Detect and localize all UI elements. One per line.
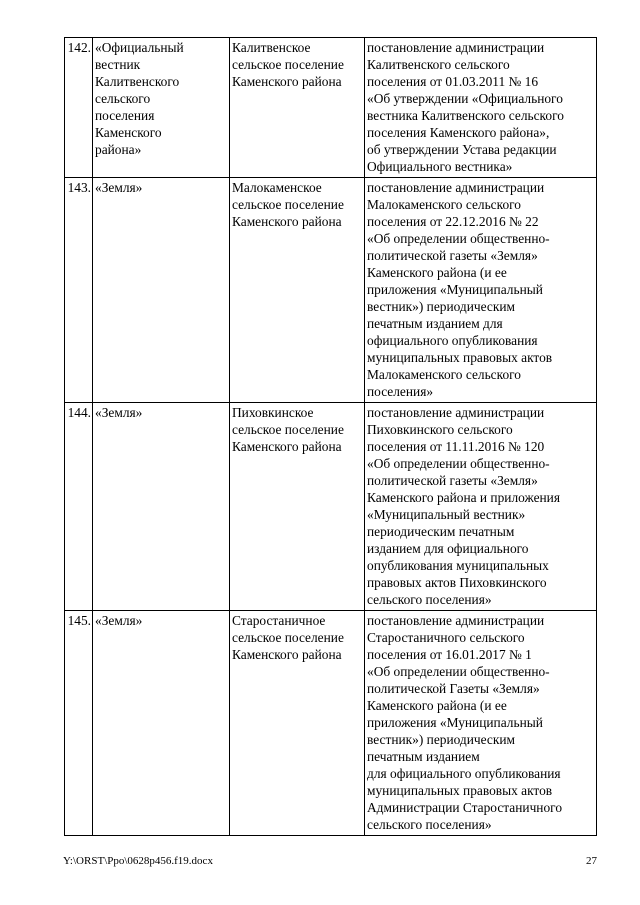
- legal-act-line: политической газеты «Земля»: [367, 248, 538, 263]
- legal-act-line: Калитвенского сельского: [367, 57, 510, 72]
- legal-act-line: Старостаничного сельского: [367, 630, 525, 645]
- table-row: [65, 178, 597, 403]
- settlement-line: Пиховкинское: [232, 405, 314, 420]
- legal-act-line: «Об определении общественно-: [367, 664, 550, 679]
- legal-act-line: официального опубликования: [367, 333, 538, 348]
- legal-act-line: правовых актов Пиховкинского: [367, 575, 547, 590]
- legal-act-line: «Об определении общественно-: [367, 231, 550, 246]
- row-number: 145.: [65, 611, 93, 836]
- legal-act-cell: [365, 178, 597, 403]
- publication-name-line: сельского: [95, 91, 151, 106]
- legal-act-line: вестника Калитвенского сельского: [367, 108, 564, 123]
- legal-act-line: Пиховкинского сельского: [367, 422, 513, 437]
- table-row: [65, 611, 597, 836]
- settlement-line: Каменского района: [232, 647, 342, 662]
- settlement-line: сельское поселение: [232, 57, 344, 72]
- legal-act-line: вестник») периодическим: [367, 299, 516, 314]
- publication-name-cell: [93, 403, 230, 611]
- legal-act-line: Администрации Старостаничного: [367, 800, 563, 815]
- settlement-cell: [230, 178, 365, 403]
- registry-table: [64, 37, 597, 836]
- publication-name-line: вестник: [95, 57, 141, 72]
- settlement-line: Каменского района: [232, 74, 342, 89]
- footer-page-number: 27: [586, 855, 597, 867]
- legal-act-line: вестник») периодическим: [367, 732, 516, 747]
- publication-name-line: «Земля»: [95, 613, 143, 628]
- legal-act-line: Малокаменского сельского: [367, 367, 521, 382]
- legal-act-line: поселения от 22.12.2016 № 22: [367, 214, 539, 229]
- settlement-cell: [230, 403, 365, 611]
- publication-name-cell: [93, 178, 230, 403]
- legal-act-line: приложения «Муниципальный: [367, 715, 543, 730]
- settlement-cell: [230, 611, 365, 836]
- legal-act-line: постановление администрации: [367, 613, 545, 628]
- legal-act-line: «Муниципальный вестник»: [367, 507, 526, 522]
- legal-act-line: муниципальных правовых актов: [367, 350, 553, 365]
- table-row: [65, 38, 597, 178]
- legal-act-line: печатным изданием: [367, 749, 480, 764]
- legal-act-line: поселения от 01.03.2011 № 16: [367, 74, 539, 89]
- footer-file-path: Y:\ORST\Ppo\0628p456.f19.docx: [63, 855, 213, 867]
- legal-act-line: постановление администрации: [367, 40, 545, 55]
- legal-act-line: для официального опубликования: [367, 766, 561, 781]
- legal-act-line: изданием для официального: [367, 541, 529, 556]
- publication-name-line: «Земля»: [95, 180, 143, 195]
- publication-name-cell: [93, 38, 230, 178]
- settlement-line: Старостаничное: [232, 613, 326, 628]
- legal-act-line: «Об определении общественно-: [367, 456, 550, 471]
- legal-act-line: поселения от 16.01.2017 № 1: [367, 647, 532, 662]
- settlement-line: сельское поселение: [232, 422, 344, 437]
- publication-name-line: «Земля»: [95, 405, 143, 420]
- legal-act-line: муниципальных правовых актов: [367, 783, 553, 798]
- settlement-line: Каменского района: [232, 439, 342, 454]
- legal-act-line: постановление администрации: [367, 405, 545, 420]
- legal-act-line: поселения Каменского района»,: [367, 125, 550, 140]
- registry-table-body: [65, 38, 597, 836]
- row-number: 143.: [65, 178, 93, 403]
- legal-act-cell: [365, 403, 597, 611]
- legal-act-line: Каменского района (и ее: [367, 265, 507, 280]
- row-number: 144.: [65, 403, 93, 611]
- settlement-line: сельское поселение: [232, 630, 344, 645]
- publication-name-line: Калитвенского: [95, 74, 180, 89]
- legal-act-line: постановление администрации: [367, 180, 545, 195]
- publication-name-line: «Официальный: [95, 40, 184, 55]
- legal-act-line: печатным изданием для: [367, 316, 503, 331]
- legal-act-line: политической газеты «Земля»: [367, 473, 538, 488]
- legal-act-line: «Об утверждении «Официального: [367, 91, 563, 106]
- row-number: 142.: [65, 38, 93, 178]
- legal-act-line: периодическим печатным: [367, 524, 515, 539]
- publication-name-line: района»: [95, 142, 142, 157]
- legal-act-line: поселения»: [367, 384, 434, 399]
- legal-act-line: Малокаменского сельского: [367, 197, 521, 212]
- settlement-cell: [230, 38, 365, 178]
- publication-name-cell: [93, 611, 230, 836]
- legal-act-cell: [365, 38, 597, 178]
- legal-act-line: опубликования муниципальных: [367, 558, 549, 573]
- publication-name-line: Каменского: [95, 125, 162, 140]
- settlement-line: Каменского района: [232, 214, 342, 229]
- legal-act-line: об утверждении Устава редакции: [367, 142, 557, 157]
- legal-act-line: сельского поселения»: [367, 592, 492, 607]
- legal-act-line: сельского поселения»: [367, 817, 492, 832]
- legal-act-line: политической Газеты «Земля»: [367, 681, 540, 696]
- legal-act-line: поселения от 11.11.2016 № 120: [367, 439, 545, 454]
- legal-act-cell: [365, 611, 597, 836]
- legal-act-line: Официального вестника»: [367, 159, 513, 174]
- settlement-line: Малокаменское: [232, 180, 322, 195]
- table-row: [65, 403, 597, 611]
- legal-act-line: Каменского района (и ее: [367, 698, 507, 713]
- settlement-line: Калитвенское: [232, 40, 311, 55]
- legal-act-line: приложения «Муниципальный: [367, 282, 543, 297]
- settlement-line: сельское поселение: [232, 197, 344, 212]
- legal-act-line: Каменского района и приложения: [367, 490, 560, 505]
- publication-name-line: поселения: [95, 108, 155, 123]
